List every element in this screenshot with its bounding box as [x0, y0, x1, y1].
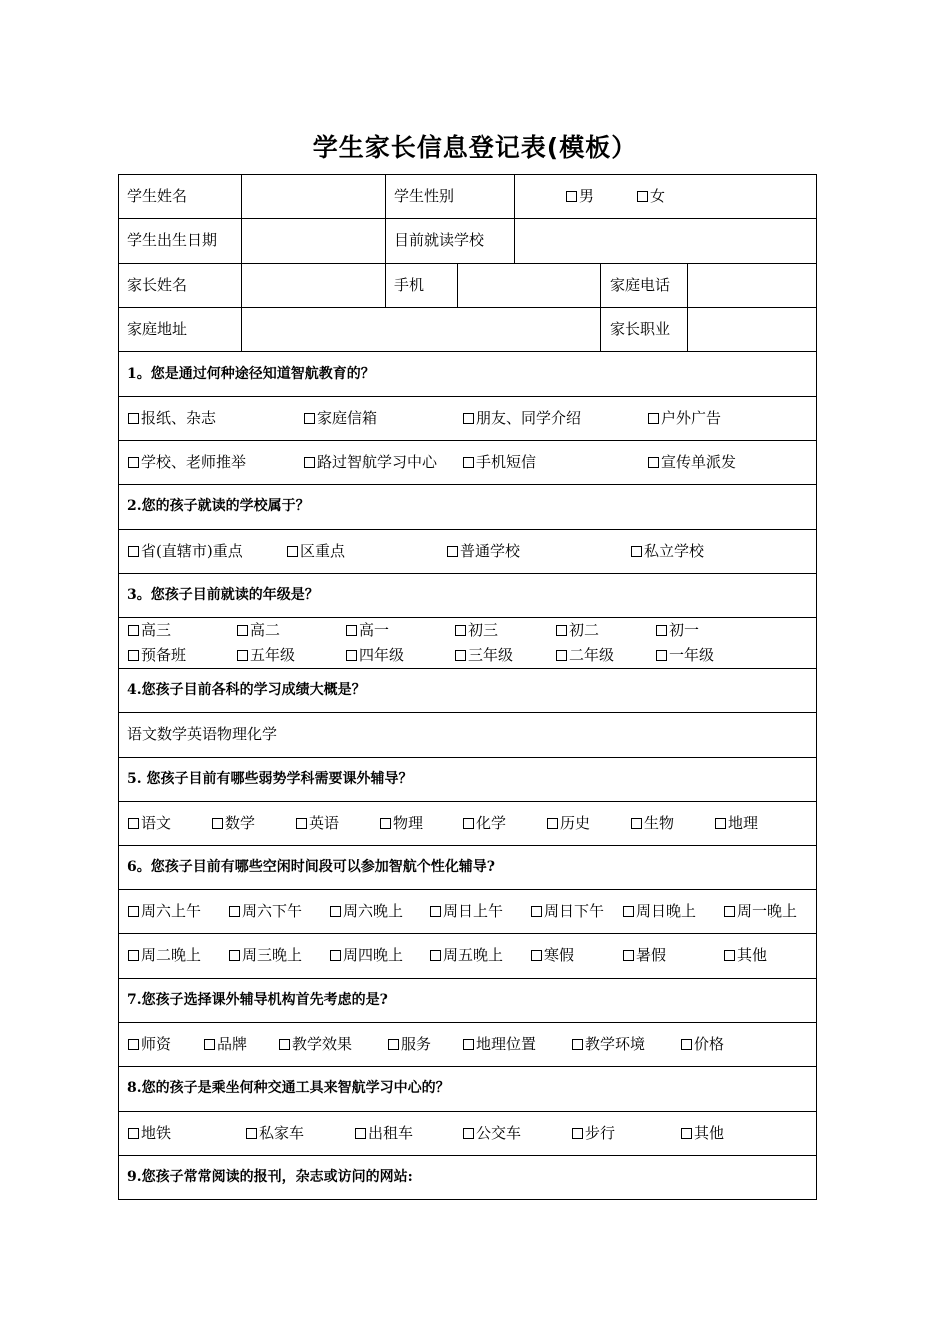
q7-option[interactable]: 服务 [388, 1034, 431, 1054]
checkbox[interactable] [631, 818, 642, 829]
question-1: 1。您是通过何种途径知道智航教育的？ [127, 366, 375, 382]
checkbox[interactable] [204, 1039, 215, 1050]
checkbox[interactable] [128, 650, 139, 661]
q6-option[interactable]: 周五晚上 [430, 945, 503, 965]
checkbox[interactable] [637, 191, 648, 202]
q2-option[interactable]: 省(直辖市)重点 [128, 541, 243, 561]
q8-option[interactable]: 其他 [681, 1123, 724, 1143]
q2-option[interactable]: 私立学校 [631, 541, 704, 561]
checkbox[interactable] [556, 650, 567, 661]
checkbox[interactable] [648, 413, 659, 424]
gender-option-female[interactable]: 女 [637, 186, 665, 206]
q5-option[interactable]: 生物 [631, 813, 674, 833]
checkbox[interactable] [212, 818, 223, 829]
q1-option[interactable]: 朋友、同学介绍 [463, 408, 581, 428]
q5-option[interactable]: 物理 [380, 813, 423, 833]
q5-option[interactable]: 历史 [547, 813, 590, 833]
checkbox[interactable] [430, 906, 441, 917]
question-3: 3。您孩子目前就读的年级是？ [127, 587, 319, 603]
checkbox[interactable] [463, 1039, 474, 1050]
q3-option[interactable]: 高三 [128, 620, 171, 640]
q1-option[interactable]: 户外广告 [648, 408, 721, 428]
question-2: 2.您的孩子就读的学校属于？ [127, 498, 310, 514]
checkbox[interactable] [128, 950, 139, 961]
checkbox[interactable] [330, 906, 341, 917]
checkbox[interactable] [304, 413, 315, 424]
q1-option[interactable]: 家庭信箱 [304, 408, 377, 428]
q7-option[interactable]: 教学环境 [572, 1034, 645, 1054]
checkbox[interactable] [556, 625, 567, 636]
checkbox[interactable] [388, 1039, 399, 1050]
checkbox[interactable] [724, 950, 735, 961]
school-label: 目前就读学校 [394, 231, 485, 249]
checkbox[interactable] [648, 457, 659, 468]
gender-option-male[interactable]: 男 [566, 186, 594, 206]
question-6: 6。您孩子目前有哪些空闲时间段可以参加智航个性化辅导? [127, 859, 495, 875]
checkbox[interactable] [566, 191, 577, 202]
checkbox[interactable] [623, 950, 634, 961]
q1-option[interactable]: 学校、老师推举 [128, 452, 246, 472]
parent-name-label: 家长姓名 [127, 276, 188, 294]
question-4: 4.您孩子目前各科的学习成绩大概是？ [127, 682, 366, 698]
q6-option[interactable]: 周日上午 [430, 901, 503, 921]
q4-answer[interactable]: 语文数学英语物理化学 [127, 725, 278, 743]
student-gender-label: 学生性别 [394, 187, 455, 205]
checkbox[interactable] [380, 818, 391, 829]
checkbox[interactable] [246, 1128, 257, 1139]
checkbox[interactable] [128, 1128, 139, 1139]
q6-option[interactable]: 暑假 [623, 945, 666, 965]
checkbox[interactable] [430, 950, 441, 961]
q3-option[interactable]: 五年级 [237, 645, 295, 665]
checkbox[interactable] [656, 625, 667, 636]
checkbox[interactable] [128, 457, 139, 468]
checkbox[interactable] [623, 906, 634, 917]
student-name-label: 学生姓名 [127, 187, 188, 205]
q6-option[interactable]: 其他 [724, 945, 767, 965]
q2-option[interactable]: 普通学校 [447, 541, 520, 561]
checkbox[interactable] [455, 625, 466, 636]
q5-option[interactable]: 化学 [463, 813, 506, 833]
checkbox[interactable] [681, 1128, 692, 1139]
mobile-label: 手机 [394, 276, 425, 294]
checkbox[interactable] [128, 546, 139, 557]
checkbox[interactable] [681, 1039, 692, 1050]
birth-date-label: 学生出生日期 [127, 231, 218, 249]
checkbox[interactable] [572, 1128, 583, 1139]
checkbox[interactable] [229, 906, 240, 917]
parent-job-field[interactable] [688, 308, 816, 351]
address-label: 家庭地址 [127, 320, 188, 338]
checkbox[interactable] [547, 818, 558, 829]
q8-option[interactable]: 私家车 [246, 1123, 304, 1143]
checkbox[interactable] [229, 950, 240, 961]
checkbox[interactable] [455, 650, 466, 661]
q1-option[interactable]: 路过智航学习中心 [304, 452, 437, 472]
checkbox[interactable] [724, 906, 735, 917]
home-phone-field[interactable] [688, 264, 816, 307]
parent-job-label: 家长职业 [610, 320, 671, 338]
q6-option[interactable]: 寒假 [531, 945, 574, 965]
q3-option[interactable]: 一年级 [656, 645, 714, 665]
q6-option[interactable]: 周日下午 [531, 901, 604, 921]
q6-option[interactable]: 周四晚上 [330, 945, 403, 965]
checkbox[interactable] [330, 950, 341, 961]
q6-option[interactable]: 周日晚上 [623, 901, 696, 921]
q8-option[interactable]: 地铁 [128, 1123, 171, 1143]
question-8: 8.您的孩子是乘坐何种交通工具来智航学习中心的？ [127, 1080, 450, 1096]
q5-option[interactable]: 地理 [715, 813, 758, 833]
q6-option[interactable]: 周六上午 [128, 901, 201, 921]
q3-option[interactable]: 四年级 [346, 645, 404, 665]
q3-option[interactable]: 预备班 [128, 645, 186, 665]
question-9: 9.您孩子常常阅读的报刊，杂志或访问的网站: [127, 1169, 413, 1185]
q8-option[interactable]: 公交车 [463, 1123, 521, 1143]
q6-option[interactable]: 周三晚上 [229, 945, 302, 965]
q7-option[interactable]: 师资 [128, 1034, 171, 1054]
checkbox[interactable] [463, 1128, 474, 1139]
checkbox[interactable] [631, 546, 642, 557]
q7-option[interactable]: 地理位置 [463, 1034, 536, 1054]
checkbox[interactable] [572, 1039, 583, 1050]
registration-form [118, 174, 817, 1200]
q3-option[interactable]: 高二 [237, 620, 280, 640]
checkbox[interactable] [656, 650, 667, 661]
q3-option[interactable]: 三年级 [455, 645, 513, 665]
q6-option[interactable]: 周二晚上 [128, 945, 201, 965]
checkbox[interactable] [128, 625, 139, 636]
checkbox[interactable] [346, 650, 357, 661]
q3-option[interactable]: 二年级 [556, 645, 614, 665]
checkbox[interactable] [237, 625, 248, 636]
q5-option[interactable]: 英语 [296, 813, 339, 833]
q6-option[interactable]: 周一晚上 [724, 901, 797, 921]
checkbox[interactable] [296, 818, 307, 829]
q2-option[interactable]: 区重点 [287, 541, 345, 561]
q5-option[interactable]: 数学 [212, 813, 255, 833]
parent-name-field[interactable] [242, 264, 385, 307]
q7-option[interactable]: 教学效果 [279, 1034, 352, 1054]
birth-date-field[interactable] [242, 219, 385, 263]
school-field[interactable] [515, 219, 816, 263]
q3-option[interactable]: 初二 [556, 620, 599, 640]
checkbox[interactable] [463, 413, 474, 424]
checkbox[interactable] [531, 906, 542, 917]
checkbox[interactable] [237, 650, 248, 661]
q7-option[interactable]: 品牌 [204, 1034, 247, 1054]
q3-option[interactable]: 高一 [346, 620, 389, 640]
q8-option[interactable]: 步行 [572, 1123, 615, 1143]
q3-option[interactable]: 初三 [455, 620, 498, 640]
checkbox[interactable] [463, 818, 474, 829]
q1-option[interactable]: 宣传单派发 [648, 452, 736, 472]
checkbox[interactable] [715, 818, 726, 829]
checkbox[interactable] [128, 818, 139, 829]
q8-option[interactable]: 出租车 [355, 1123, 413, 1143]
checkbox[interactable] [355, 1128, 366, 1139]
checkbox[interactable] [531, 950, 542, 961]
q6-option[interactable]: 周六晚上 [330, 901, 403, 921]
page-title: 学生家长信息登记表(模板） [312, 133, 638, 162]
checkbox[interactable] [128, 906, 139, 917]
checkbox[interactable] [346, 625, 357, 636]
mobile-field[interactable] [458, 264, 600, 307]
q3-option[interactable]: 初一 [656, 620, 699, 640]
checkbox[interactable] [128, 1039, 139, 1050]
home-phone-label: 家庭电话 [610, 276, 671, 294]
checkbox[interactable] [279, 1039, 290, 1050]
address-field[interactable] [242, 308, 600, 351]
question-7: 7.您孩子选择课外辅导机构首先考虑的是? [127, 992, 388, 1008]
question-5: 5. 您孩子目前有哪些弱势学科需要课外辅导？ [127, 771, 413, 787]
q1-option[interactable]: 报纸、杂志 [128, 408, 216, 428]
q5-option[interactable]: 语文 [128, 813, 171, 833]
checkbox[interactable] [447, 546, 458, 557]
q7-option[interactable]: 价格 [681, 1034, 724, 1054]
q1-option[interactable]: 手机短信 [463, 452, 536, 472]
checkbox[interactable] [463, 457, 474, 468]
checkbox[interactable] [287, 546, 298, 557]
checkbox[interactable] [304, 457, 315, 468]
checkbox[interactable] [128, 413, 139, 424]
student-name-field[interactable] [242, 175, 385, 218]
q6-option[interactable]: 周六下午 [229, 901, 302, 921]
